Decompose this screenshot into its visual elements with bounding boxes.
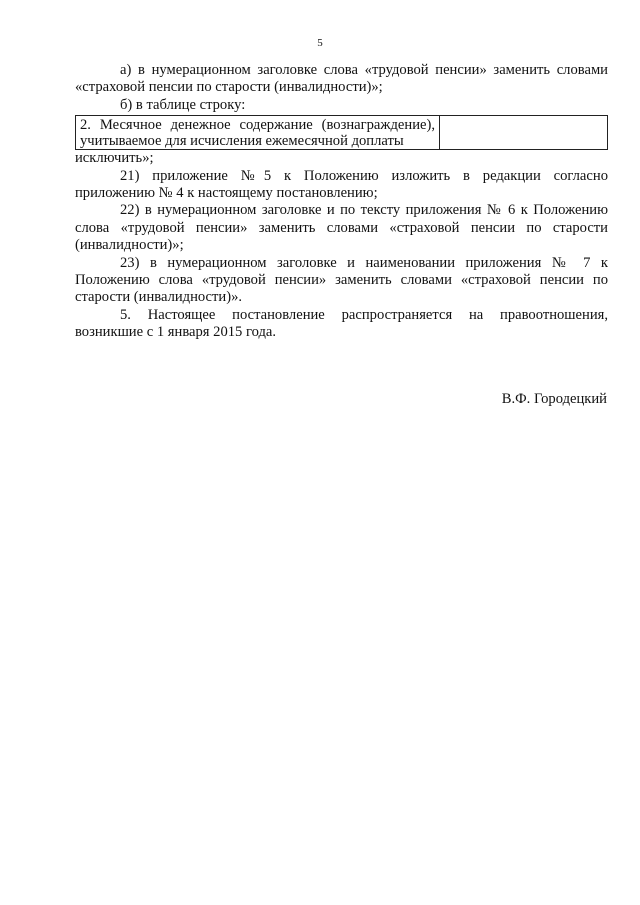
- table-row: [76, 116, 608, 150]
- paragraph-item-5: 5. Настоящее постановление распространяется на правоотношения, возникшие с 1 января 2015 года.: [75, 306, 608, 341]
- page-number: 5: [317, 37, 323, 49]
- paragraph-exclude: исключить»;: [75, 150, 154, 167]
- document-body: [75, 62, 608, 342]
- signature-name: В.Ф. Городецкий: [501, 391, 607, 407]
- paragraph-b: б) в таблице строку:: [120, 96, 246, 113]
- paragraph-item-22: 22) в нумерационном заголовке и по тексту приложения № 6 к Положению слова «трудовой пенсии» заменить словами «страховой пенсии по старости (инвалидности)»;: [75, 202, 608, 254]
- table-cell-description: 2. Месячное денежное содержание (вознаграждение), учитываемое для исчисления ежемесячной доплаты: [76, 116, 440, 150]
- paragraph-a: а) в нумерационном заголовке слова «трудовой пенсии» заменить словами «страховой пенсии по старости (инвалидности)»;: [75, 62, 608, 96]
- paragraph-item-23: 23) в нумерационном заголовке и наименовании приложения № 7 к Положению слова «трудовой пенсии» заменить словами «страховой пенсии по старости (инвалидности)».: [75, 254, 608, 306]
- table-cell-empty: [440, 116, 608, 150]
- replacement-table: [75, 115, 608, 150]
- paragraph-item-21: 21) приложение №5 к Положению изложить в редакции согласно приложению № 4 к настоящему постановлению;: [75, 167, 608, 202]
